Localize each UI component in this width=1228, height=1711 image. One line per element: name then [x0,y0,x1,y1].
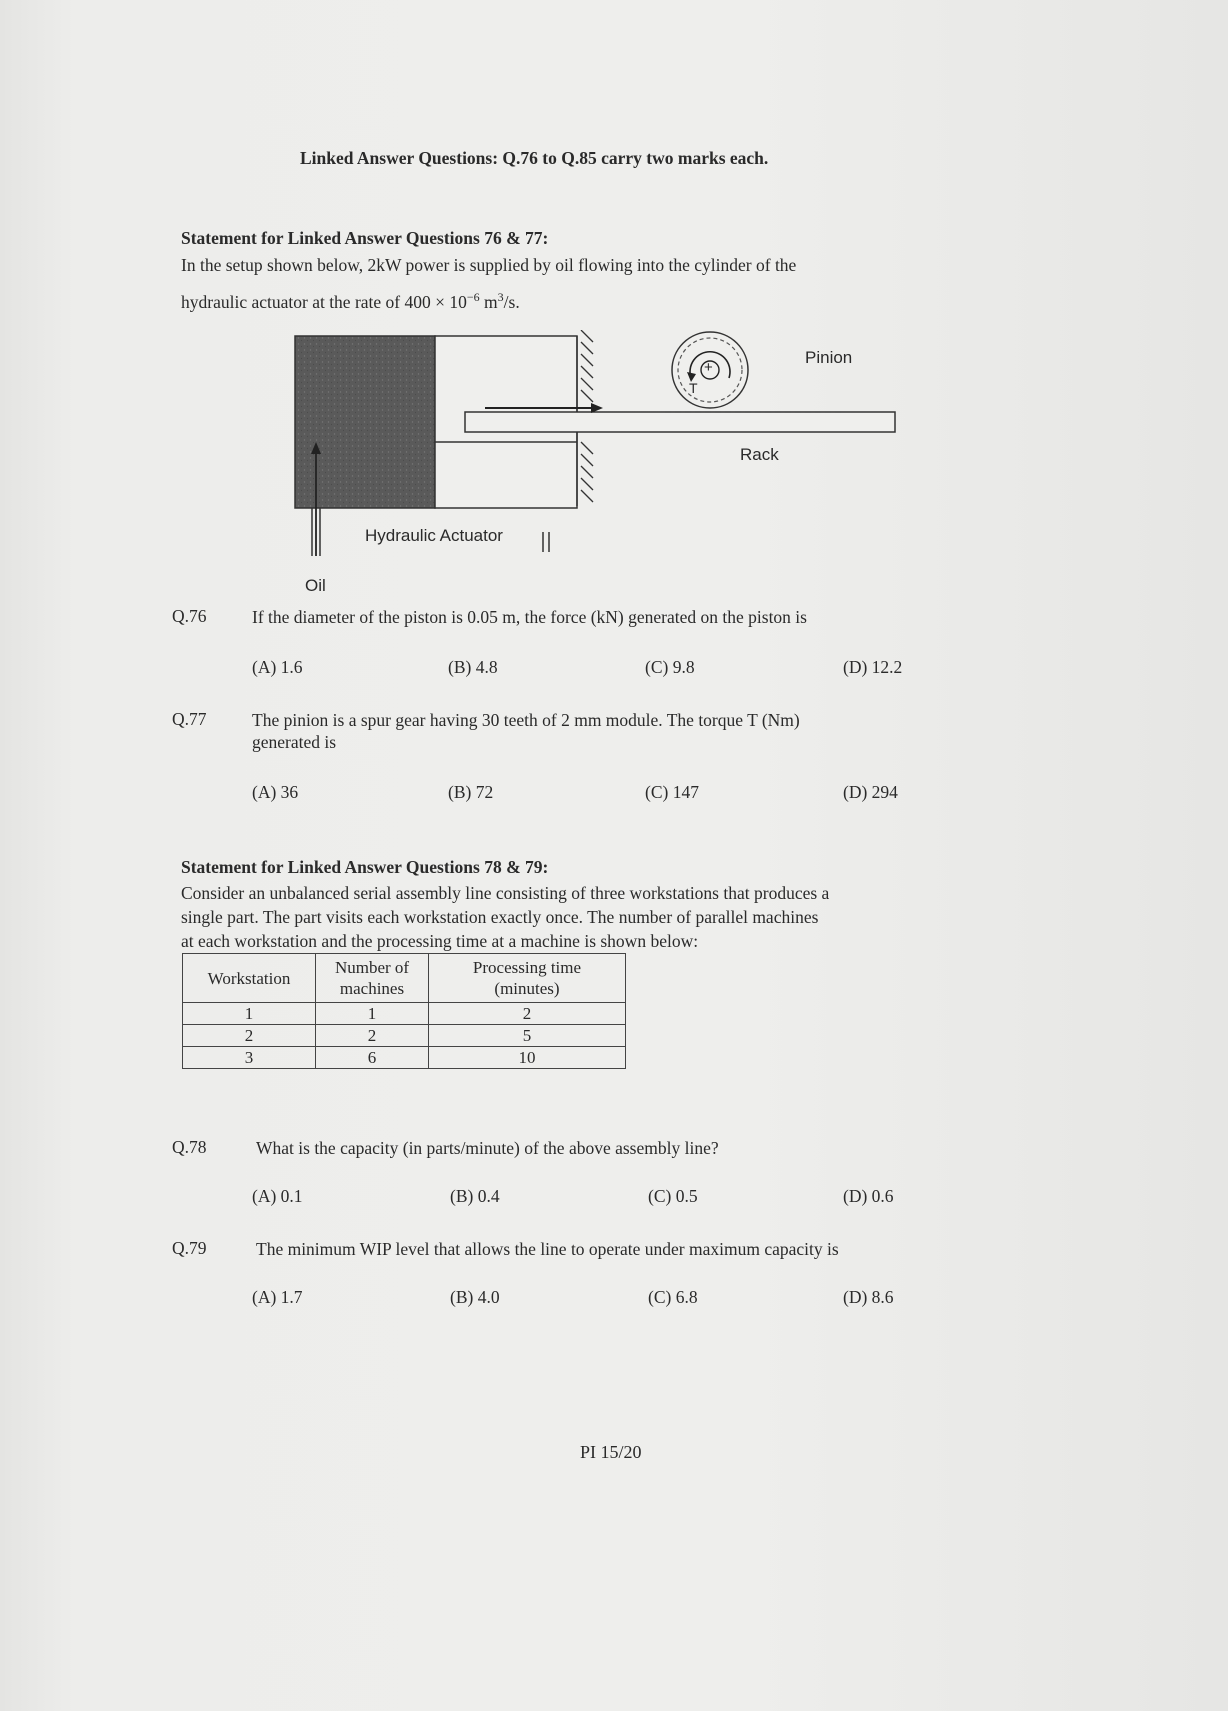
header-workstation: Workstation [183,954,316,1003]
statement-76-77-line1: In the setup shown below, 2kW power is supplied by oil flowing into the cylinder of the [181,255,797,275]
diagram-drawing [285,330,925,595]
linked-questions-heading: Linked Answer Questions: Q.76 to Q.85 carry two marks each. [300,148,769,168]
cell-time: 2 [429,1003,626,1025]
oil-label: Oil [305,576,326,595]
workstation-table [182,953,626,1069]
q79-option-d: (D) 8.6 [843,1287,894,1307]
header-machines: Number of machines [316,954,429,1003]
pinion-label: Pinion [805,348,853,367]
q79-option-a: (A) 1.7 [252,1287,303,1307]
q77-option-d: (D) 294 [843,782,898,802]
q78-option-b: (B) 0.4 [450,1186,500,1206]
cell-workstation: 3 [183,1047,316,1069]
q77-number: Q.77 [172,709,207,729]
q78-text: What is the capacity (in parts/minute) of the above assembly line? [256,1138,719,1158]
statement-78-79-line1: Consider an unbalanced serial assembly line consisting of three workstations that produces a [181,883,830,903]
statement-78-79-title: Statement for Linked Answer Questions 78 & 79: [181,857,549,877]
q77-text-line1: The pinion is a spur gear having 30 teeth of 2 mm module. The torque T (Nm) [252,710,800,730]
table-header-row [183,954,626,1003]
cell-machines: 1 [316,1003,429,1025]
hydraulic-actuator-label: Hydraulic Actuator [365,526,503,545]
statement-76-77-title: Statement for Linked Answer Questions 76 & 77: [181,228,549,248]
table-row [183,1003,626,1025]
cell-machines: 2 [316,1025,429,1047]
page-number: PI 15/20 [580,1442,642,1462]
q77-option-c: (C) 147 [645,782,699,802]
q79-option-b: (B) 4.0 [450,1287,500,1307]
q78-option-a: (A) 0.1 [252,1186,303,1206]
statement-78-79-line2: single part. The part visits each workstation exactly once. The number of parallel machines [181,907,819,927]
q79-number: Q.79 [172,1238,207,1258]
q76-option-d: (D) 12.2 [843,657,903,677]
q77-text-line2: generated is [252,732,337,752]
statement-76-77-line2: hydraulic actuator at the rate of $400 \times 10^{-6}$ $m^3/s$. [181,290,520,312]
q78-option-c: (C) 0.5 [648,1186,698,1206]
cell-workstation: 1 [183,1003,316,1025]
q79-text: The minimum WIP level that allows the line to operate under maximum capacity is [256,1239,839,1259]
q77-option-a: (A) 36 [252,782,299,802]
table-row [183,1047,626,1069]
center-plus-label: + [704,359,713,376]
q77-option-b: (B) 72 [448,782,494,802]
q76-option-c: (C) 9.8 [645,657,695,677]
header-processing-time: Processing time (minutes) [429,954,626,1003]
piston-rod [465,412,895,432]
hydraulic-rack-pinion-diagram [285,330,925,595]
table-row [183,1025,626,1047]
q76-option-a: (A) 1.6 [252,657,303,677]
cell-time: 10 [429,1047,626,1069]
q76-number: Q.76 [172,606,207,626]
cell-time: 5 [429,1025,626,1047]
torque-label: T [689,380,698,396]
q78-number: Q.78 [172,1137,207,1157]
q79-option-c: (C) 6.8 [648,1287,698,1307]
cell-workstation: 2 [183,1025,316,1047]
q78-option-d: (D) 0.6 [843,1186,894,1206]
q76-text: If the diameter of the piston is 0.05 m, the force (kN) generated on the piston is [252,607,807,627]
statement-78-79-line3: at each workstation and the processing time at a machine is shown below: [181,931,699,951]
cell-machines: 6 [316,1047,429,1069]
q76-option-b: (B) 4.8 [448,657,498,677]
rack-label: Rack [740,445,779,464]
